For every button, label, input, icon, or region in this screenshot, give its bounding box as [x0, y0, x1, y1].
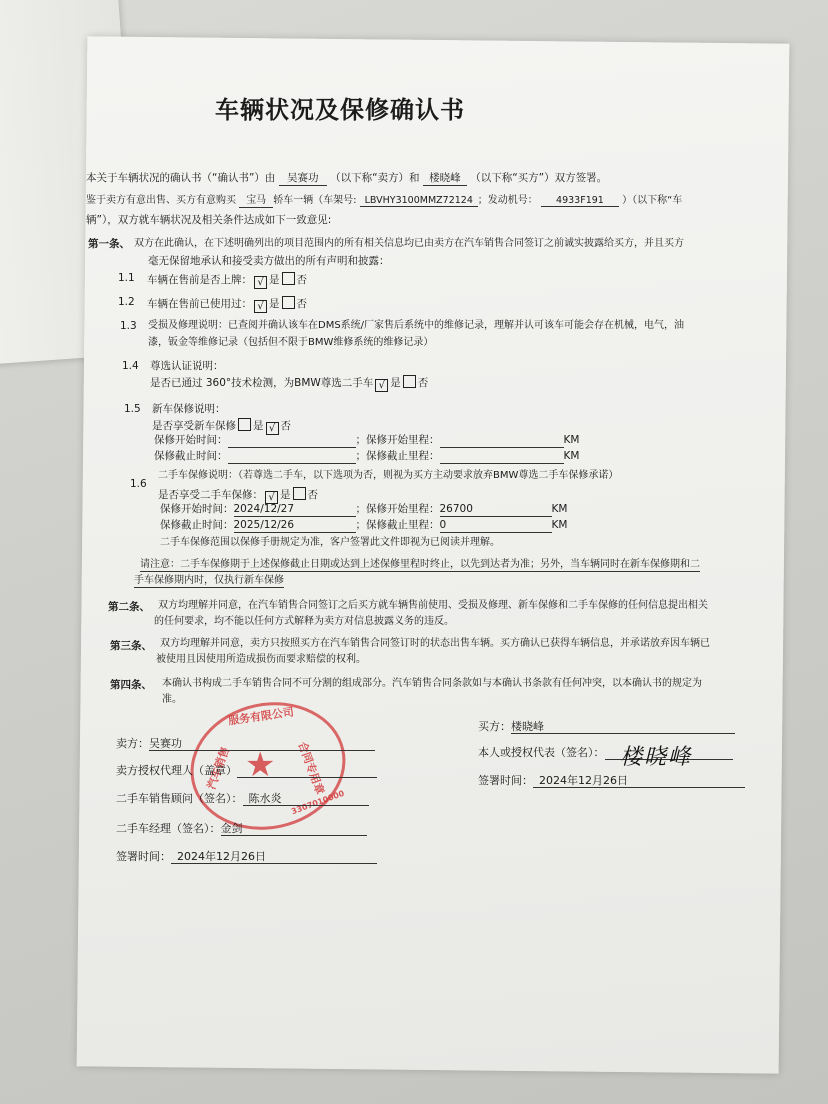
- s16-text-1: 二手车保修说明：（若尊选二手车，以下选项为否，则视为买方主动要求放弃BMW尊选二手车保修承诺）: [158, 470, 619, 481]
- document-title: 车辆状况及保修确认书: [215, 96, 465, 124]
- manager-signature-field[interactable]: 金剑: [221, 822, 367, 836]
- intro-engine-no: 4933F191: [541, 195, 619, 207]
- s16-end-time-field[interactable]: 2025/12/26: [234, 519, 356, 533]
- art3-label: 第三条、: [110, 640, 152, 652]
- intro-line-3: 辆”），双方就车辆状况及相关条件达成如下一致意见:: [86, 214, 332, 226]
- buyer-date-line: 签署时间： 2024年12月26日: [478, 774, 745, 788]
- s15-end-time-field[interactable]: [228, 450, 356, 464]
- seal-side-text: 汽车销售: [204, 745, 233, 792]
- s15-start-km-field[interactable]: [440, 434, 564, 448]
- s13-text-1: 受损及修理说明：已查阅并确认该车在DMS系统/厂家售后系统中的维修记录，理解并认可该车可能会存在机械，电气，油: [148, 320, 685, 331]
- art4-text-1: 本确认书构成二手车销售合同不可分割的组成部分。汽车销售合同条款如与本确认书条款有任何冲突，以本确认书的规定为: [162, 678, 702, 689]
- s14-line: 是否已通过 360°技术检测，为BMW尊选二手车 √ 是 否: [150, 377, 429, 391]
- seal-top-text: 服务有限公司: [227, 705, 295, 728]
- s16-end-line: 保修截止时间：2025/12/26 ；保修截止里程：0 KM: [160, 519, 568, 531]
- seller-date-line: 签署时间： 2024年12月26日: [116, 850, 377, 864]
- s15-no-checkbox[interactable]: √: [266, 422, 279, 435]
- seller-name-field[interactable]: 吴赛功: [149, 737, 375, 751]
- art4-label: 第四条、: [110, 679, 152, 691]
- art1-label: 第一条、: [88, 238, 130, 250]
- seal-bottom-text: 合同专用章: [295, 740, 327, 797]
- s14-yes-checkbox[interactable]: √: [375, 379, 388, 392]
- buyer-handwritten-signature: 楼晓峰: [620, 745, 693, 770]
- intro-seller-name: 吴赛功: [279, 172, 327, 186]
- s16-start-time-field[interactable]: 2024/12/27: [234, 503, 356, 517]
- s15-end-km-field[interactable]: [440, 450, 564, 464]
- buyer-name-field[interactable]: 楼晓峰: [511, 720, 735, 734]
- s15-text-1: 新车保修说明：: [152, 403, 226, 415]
- note-line-2: 手车保修期内时，仅执行新车保修: [134, 575, 284, 586]
- manager-sign-line: 二手车经理（签名）：金剑: [116, 822, 367, 836]
- s15-yes-checkbox[interactable]: [238, 418, 251, 431]
- s16-num: 1.6: [130, 478, 147, 490]
- art2-text-1: 双方均理解并同意，在汽车销售合同签订之后买方就车辆售前使用、受损及修理、新车保修和二手车保修的任何信息提出相关: [158, 600, 708, 611]
- intro-line-1: 本关于车辆状况的确认书（“确认书”）由 吴赛功 （以下称“卖方）和 楼晓峰 （以下称“买方”）双方签署。: [86, 172, 608, 184]
- s15-end-line: 保修截止时间： ；保修截止里程： KM: [154, 450, 580, 462]
- s15-num: 1.5: [124, 403, 141, 415]
- s12-num: 1.2: [118, 296, 135, 308]
- art1-text-2: 毫无保留地承认和接受卖方做出的所有声明和披露：: [148, 255, 390, 267]
- art2-text-2: 的任何要求，均不能以任何方式解释为卖方对信息披露义务的违反。: [154, 616, 454, 627]
- seller-date-field[interactable]: 2024年12月26日: [171, 850, 377, 864]
- art3-text-1: 双方均理解并同意，卖方只按照买方在汽车销售合同签订时的状态出售车辆。买方确认已获得车辆信息，并承诺放弃因车辆已: [160, 638, 710, 649]
- s12-no-checkbox[interactable]: [282, 296, 295, 309]
- s16-yes-checkbox[interactable]: √: [265, 491, 278, 504]
- s13-num: 1.3: [120, 320, 137, 332]
- art1-text-1: 双方在此确认，在下述明确列出的项目范围内的所有相关信息均已由卖方在汽车销售合同签订之前诚实披露给买方，并且买方: [134, 238, 684, 249]
- s11-yes-checkbox[interactable]: √: [254, 276, 267, 289]
- agent-seal-field[interactable]: [237, 764, 377, 778]
- s11-num: 1.1: [118, 272, 135, 284]
- s16-no-checkbox[interactable]: [293, 487, 306, 500]
- intro-buyer-name: 楼晓峰: [423, 172, 467, 186]
- s15-start-time-field[interactable]: [228, 434, 356, 448]
- agent-sign-line: 卖方授权代理人（盖章）: [116, 764, 377, 778]
- s16-line: 是否享受二手车保修： √ 是 否: [158, 489, 318, 503]
- s16-start-km-field[interactable]: 26700: [440, 503, 552, 517]
- s11-no-checkbox[interactable]: [282, 272, 295, 285]
- seller-sign-line: 卖方：吴赛功: [116, 737, 375, 751]
- buyer-rep-line: 本人或授权代表（签名）：: [478, 746, 733, 760]
- intro-brand: 宝马: [239, 195, 273, 208]
- s16-end-km-field[interactable]: 0: [440, 519, 552, 533]
- note-line-1: 请注意：二手车保修期于上述保修截止日期或达到上述保修里程时终止，以先到达者为准；另外，当车辆同时在新车保修期和二: [140, 559, 700, 570]
- s11-line: 车辆在售前是否上牌： √ 是 否: [147, 274, 307, 288]
- advisor-sign-line: 二手车销售顾问（签名）： 陈水炎: [116, 792, 369, 806]
- seal-number: 3307010000: [290, 788, 346, 817]
- seal-star-icon: ★: [245, 745, 276, 785]
- s14-num: 1.4: [122, 360, 139, 372]
- s13-text-2: 漆，钣金等维修记录（包括但不限于BMW维修系统的维修记录）: [148, 337, 434, 348]
- advisor-signature-field[interactable]: 陈水炎: [243, 792, 369, 806]
- buyer-date-field[interactable]: 2024年12月26日: [533, 774, 745, 788]
- s15-line: 是否享受新车保修 是 √ 否: [152, 420, 291, 434]
- s14-text-1: 尊选认证说明：: [150, 360, 224, 372]
- intro-line-2: 鉴于卖方有意出售、买方有意购买 宝马 轿车一辆（车架号: LBVHY3100MMZ72124 ；发动机号： 4933F191 ）（以下称“车: [86, 195, 683, 206]
- document-page: [77, 36, 790, 1073]
- s14-no-checkbox[interactable]: [403, 375, 416, 388]
- art4-text-2: 准。: [162, 694, 182, 705]
- s16-start-line: 保修开始时间：2024/12/27 ；保修开始里程：26700 KM: [160, 503, 568, 515]
- s12-yes-checkbox[interactable]: √: [254, 300, 267, 313]
- art2-label: 第二条、: [108, 601, 150, 613]
- art3-text-2: 被使用且因使用所造成损伤而要求赔偿的权利。: [156, 654, 366, 665]
- intro-vin: LBVHY3100MMZ72124: [360, 195, 478, 207]
- s15-start-line: 保修开始时间： ；保修开始里程： KM: [154, 434, 580, 446]
- s16-scope: 二手车保修范围以保修手册规定为准，客户签署此文件即视为已阅读并理解。: [160, 537, 500, 548]
- buyer-sign-line: 买方：楼晓峰: [478, 720, 735, 734]
- s12-line: 车辆在售前已使用过： √ 是 否: [147, 298, 307, 312]
